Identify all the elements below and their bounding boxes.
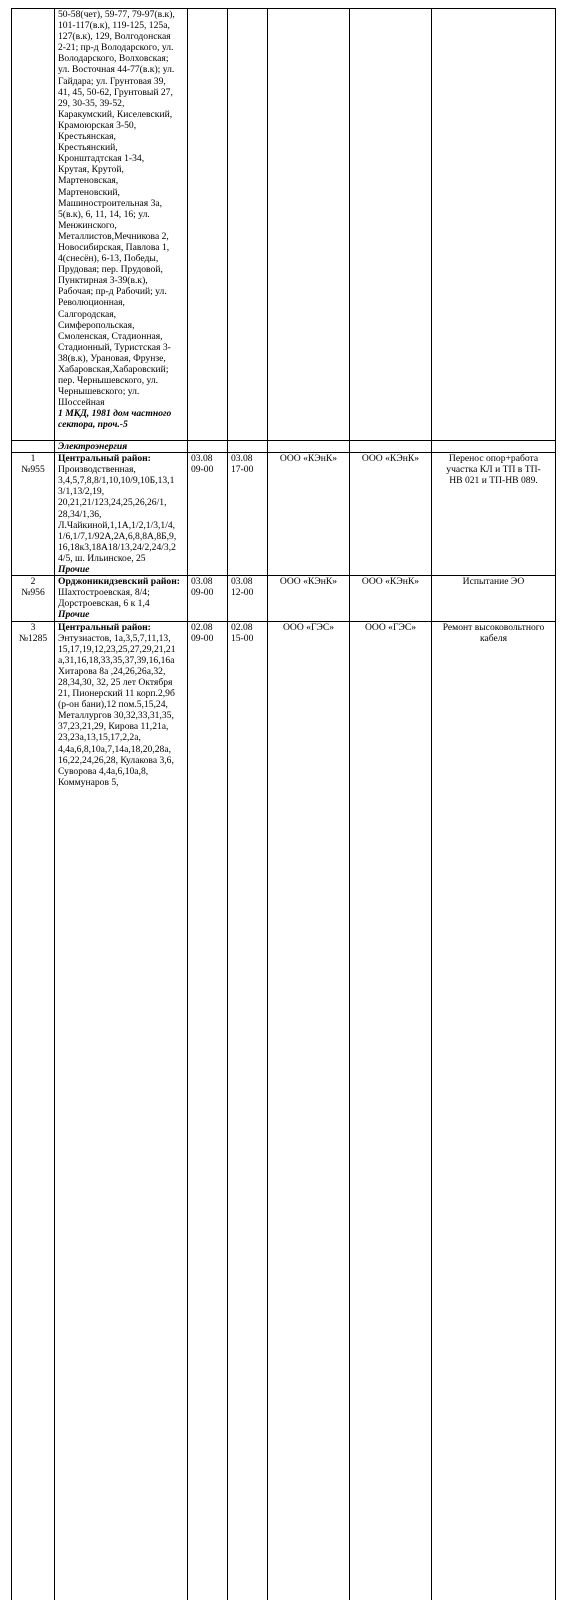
address-line: 15,17,19,12,23,25,27,29,21,21	[58, 643, 176, 655]
address-cell	[55, 9, 188, 441]
section-title: Электроэнергия	[55, 441, 188, 453]
address-line: Новосибирская, Павлова 1,	[58, 241, 170, 253]
work-line: НВ 021 и ТП-НВ 089.	[449, 475, 538, 487]
work-cell	[432, 576, 556, 621]
address-line: Прудовая; пер. Прудовой,	[58, 264, 163, 276]
address-line: ул. Восточная 44-77(в.к); ул.	[58, 64, 175, 76]
org1-cell: ООО «КЭнК»	[268, 576, 350, 621]
address-line: 38(в.к), Урановая, Фрунзе,	[58, 352, 166, 364]
address-line: Шоссейная	[58, 397, 105, 409]
time-to: 15-00	[231, 632, 254, 644]
address-line: 2-21; пр-д Володарского, ул.	[58, 42, 174, 54]
org2-cell: ООО «ГЭС»	[350, 621, 432, 1600]
address-line: Володарского, Волховская;	[58, 53, 169, 65]
address-line: Энтузиастов, 1а,3,5,7,11,13,	[58, 632, 171, 644]
address-line: 50-58(чет), 59-77, 79-97(в.к),	[58, 9, 175, 20]
address-line: Смоленская, Стадионная,	[58, 330, 163, 342]
address-line: Рабочая; пр-д Рабочий; ул.	[58, 286, 167, 298]
date-to: 03.08	[231, 453, 253, 465]
date-from-cell	[188, 9, 228, 441]
address-line: 21, Пионерский 11 корп.2,9б	[58, 688, 175, 700]
org2-cell	[350, 9, 432, 441]
address-line: Шахтостроевская, 8/4;	[58, 587, 150, 599]
org1-cell: ООО «ГЭС»	[268, 621, 350, 1600]
time-from: 09-00	[191, 464, 214, 476]
date-from-cell	[188, 621, 228, 1600]
address-line: Крестьянский,	[58, 142, 118, 154]
address-line: 3/1,13/2,19,	[58, 486, 105, 498]
address-cell	[55, 453, 188, 576]
address-line: Производственная,	[58, 464, 136, 476]
record-id: №1285	[18, 632, 48, 644]
outage-table	[11, 8, 556, 1600]
num-cell	[12, 453, 55, 576]
address-line: 29, 30-35, 39-52,	[58, 97, 125, 109]
address-line: Пунктирная 3-39(в.к),	[58, 275, 148, 287]
address-lines	[58, 9, 184, 408]
record-row	[12, 576, 556, 621]
other-label: Прочие	[58, 609, 90, 621]
address-line: Чернышевского; ул.	[58, 386, 140, 398]
address-line: Л.Чайкиной,1,1А,1/2,1/3,1/4,	[58, 519, 176, 531]
address-line: Гайдара; ул. Грунтовая 39,	[58, 75, 166, 87]
address-line: 41, 45, 50-62, Грунтовый 27,	[58, 86, 173, 98]
org1-cell	[268, 9, 350, 441]
address-line: 4(снесён), 6-13, Победы,	[58, 253, 159, 265]
date-from-cell	[188, 453, 228, 576]
address-line: пер. Чернышевского, ул.	[58, 375, 159, 387]
address-line: Хабаровская,Хабаровский;	[58, 364, 169, 375]
record-id: №955	[21, 464, 45, 476]
address-line: 3,4,5,7,8,8/1,10,10/9,10Б,13,1	[58, 475, 175, 487]
address-line: (р-он бани),12 пом.5,15,24,	[58, 699, 168, 711]
num-cell	[12, 621, 55, 1600]
address-line: 16,22,24,26,28, Кулакова 3,6,	[58, 754, 174, 766]
work-line: участка КЛ и ТП в ТП-	[446, 464, 541, 476]
address-line: 20,21,21/123,24,25,26,26/1,	[58, 497, 167, 509]
record-number: 1	[30, 453, 36, 465]
address-line: Салгородская,	[58, 308, 117, 320]
work-line: Ремонт высоковольтного	[442, 621, 545, 633]
address-line: Машиностроительная 3а,	[58, 197, 163, 209]
address-line: Революционная,	[58, 297, 125, 309]
address-line: 1/6,1/7,1/92А,2А,6,8,8А,8Б,9,	[58, 530, 177, 542]
work-cell	[432, 441, 556, 453]
note-line: 1 МКД, 1981 дом частного	[58, 408, 172, 420]
date-to-cell	[228, 621, 268, 1600]
work-line: Перенос опор+работа	[448, 453, 539, 465]
num-cell	[12, 441, 55, 453]
address-line: Менжинского,	[58, 219, 117, 231]
date-from: 02.08	[191, 621, 213, 633]
other-label: Прочие	[58, 564, 90, 576]
address-line: Хитарова 8а ,24,26,26а,32,	[58, 665, 166, 677]
org2-cell: ООО «КЭнК»	[350, 453, 432, 576]
org2-cell	[350, 441, 432, 453]
record-id: №956	[21, 587, 45, 599]
date-from-cell	[188, 441, 228, 453]
address-line: Металлургов 30,32,33,31,35,	[58, 710, 174, 722]
address-line: 4,4а,6,8,10а,7,14а,18,20,28а,	[58, 743, 171, 755]
record-number: 3	[30, 621, 36, 633]
address-line: 4/5, ш. Ильинское, 25	[58, 552, 146, 564]
section-row	[12, 441, 556, 453]
time-to: 17-00	[231, 464, 254, 476]
record-number: 2	[30, 576, 36, 588]
date-from: 03.08	[191, 576, 213, 588]
address-line: 23,23а,13,15,17,2,2а,	[58, 732, 141, 744]
note-line: сектора, проч.-5	[58, 419, 128, 431]
num-cell	[12, 9, 55, 441]
address-cell	[55, 576, 188, 621]
district-label: Орджоникидзевский район:	[58, 576, 180, 588]
address-line: Симферопольская,	[58, 319, 135, 331]
district-label: Центральный район:	[58, 453, 151, 465]
address-line: 5(в.к), 6, 11, 14, 16; ул.	[58, 208, 150, 220]
continuation-row	[12, 9, 556, 441]
date-from: 03.08	[191, 453, 213, 465]
address-line: Каракумский, Киселевский,	[58, 108, 173, 120]
time-from: 09-00	[191, 587, 214, 599]
address-line: Кронштадтская 1-34,	[58, 153, 145, 165]
address-line: 28,34,30, 32, 25 лет Октября	[58, 676, 173, 688]
work-line: кабеля	[480, 632, 507, 644]
address-line: 127(в.к), 129, Волгодонская	[58, 31, 171, 43]
record-row	[12, 621, 556, 1600]
address-line: Крутая, Крутой,	[58, 164, 124, 176]
date-to: 03.08	[231, 576, 253, 588]
address-line: Суворова 4,4а,6,10а,8,	[58, 765, 149, 777]
date-to: 02.08	[231, 621, 253, 633]
num-cell	[12, 576, 55, 621]
address-line: Мартеновская,	[58, 175, 119, 187]
date-to-cell	[228, 576, 268, 621]
address-line: 16,18к3,18А18/13,24/2,24/3,2	[58, 541, 176, 553]
org1-cell	[268, 441, 350, 453]
address-line: Мартеновский,	[58, 186, 120, 198]
work-cell	[432, 453, 556, 576]
date-to-cell	[228, 453, 268, 576]
address-line: Стадионный, Туристская 3-	[58, 341, 171, 353]
work-cell	[432, 621, 556, 1600]
work-cell	[432, 9, 556, 441]
address-line: Дорстроевская, 6 к 1,4	[58, 598, 150, 610]
date-to-cell	[228, 9, 268, 441]
address-line: 28,34/1,36,	[58, 508, 102, 520]
record-row	[12, 453, 556, 576]
address-line: Металлистов,Мечникова 2,	[58, 230, 169, 242]
org1-cell: ООО «КЭнК»	[268, 453, 350, 576]
address-line: а,31,16,18,33,35,37,39,16,16а	[58, 654, 175, 666]
district-label: Центральный район:	[58, 621, 151, 633]
address-line: Крамоюрская 3-50,	[58, 119, 137, 131]
date-from-cell	[188, 576, 228, 621]
address-line: Крестьянская,	[58, 131, 116, 143]
note-lines	[58, 408, 184, 430]
time-to: 12-00	[231, 587, 254, 599]
time-from: 09-00	[191, 632, 214, 644]
address-line: 101-117(в.к), 119-125, 125а,	[58, 20, 170, 32]
address-line: Коммунаров 5,	[58, 776, 119, 788]
address-cell	[55, 621, 188, 1600]
address-line: 37,23,21,29, Кирова 11,21а,	[58, 721, 169, 733]
org2-cell: ООО «КЭнК»	[350, 576, 432, 621]
work-line: Испытание ЭО	[462, 576, 525, 588]
date-to-cell	[228, 441, 268, 453]
